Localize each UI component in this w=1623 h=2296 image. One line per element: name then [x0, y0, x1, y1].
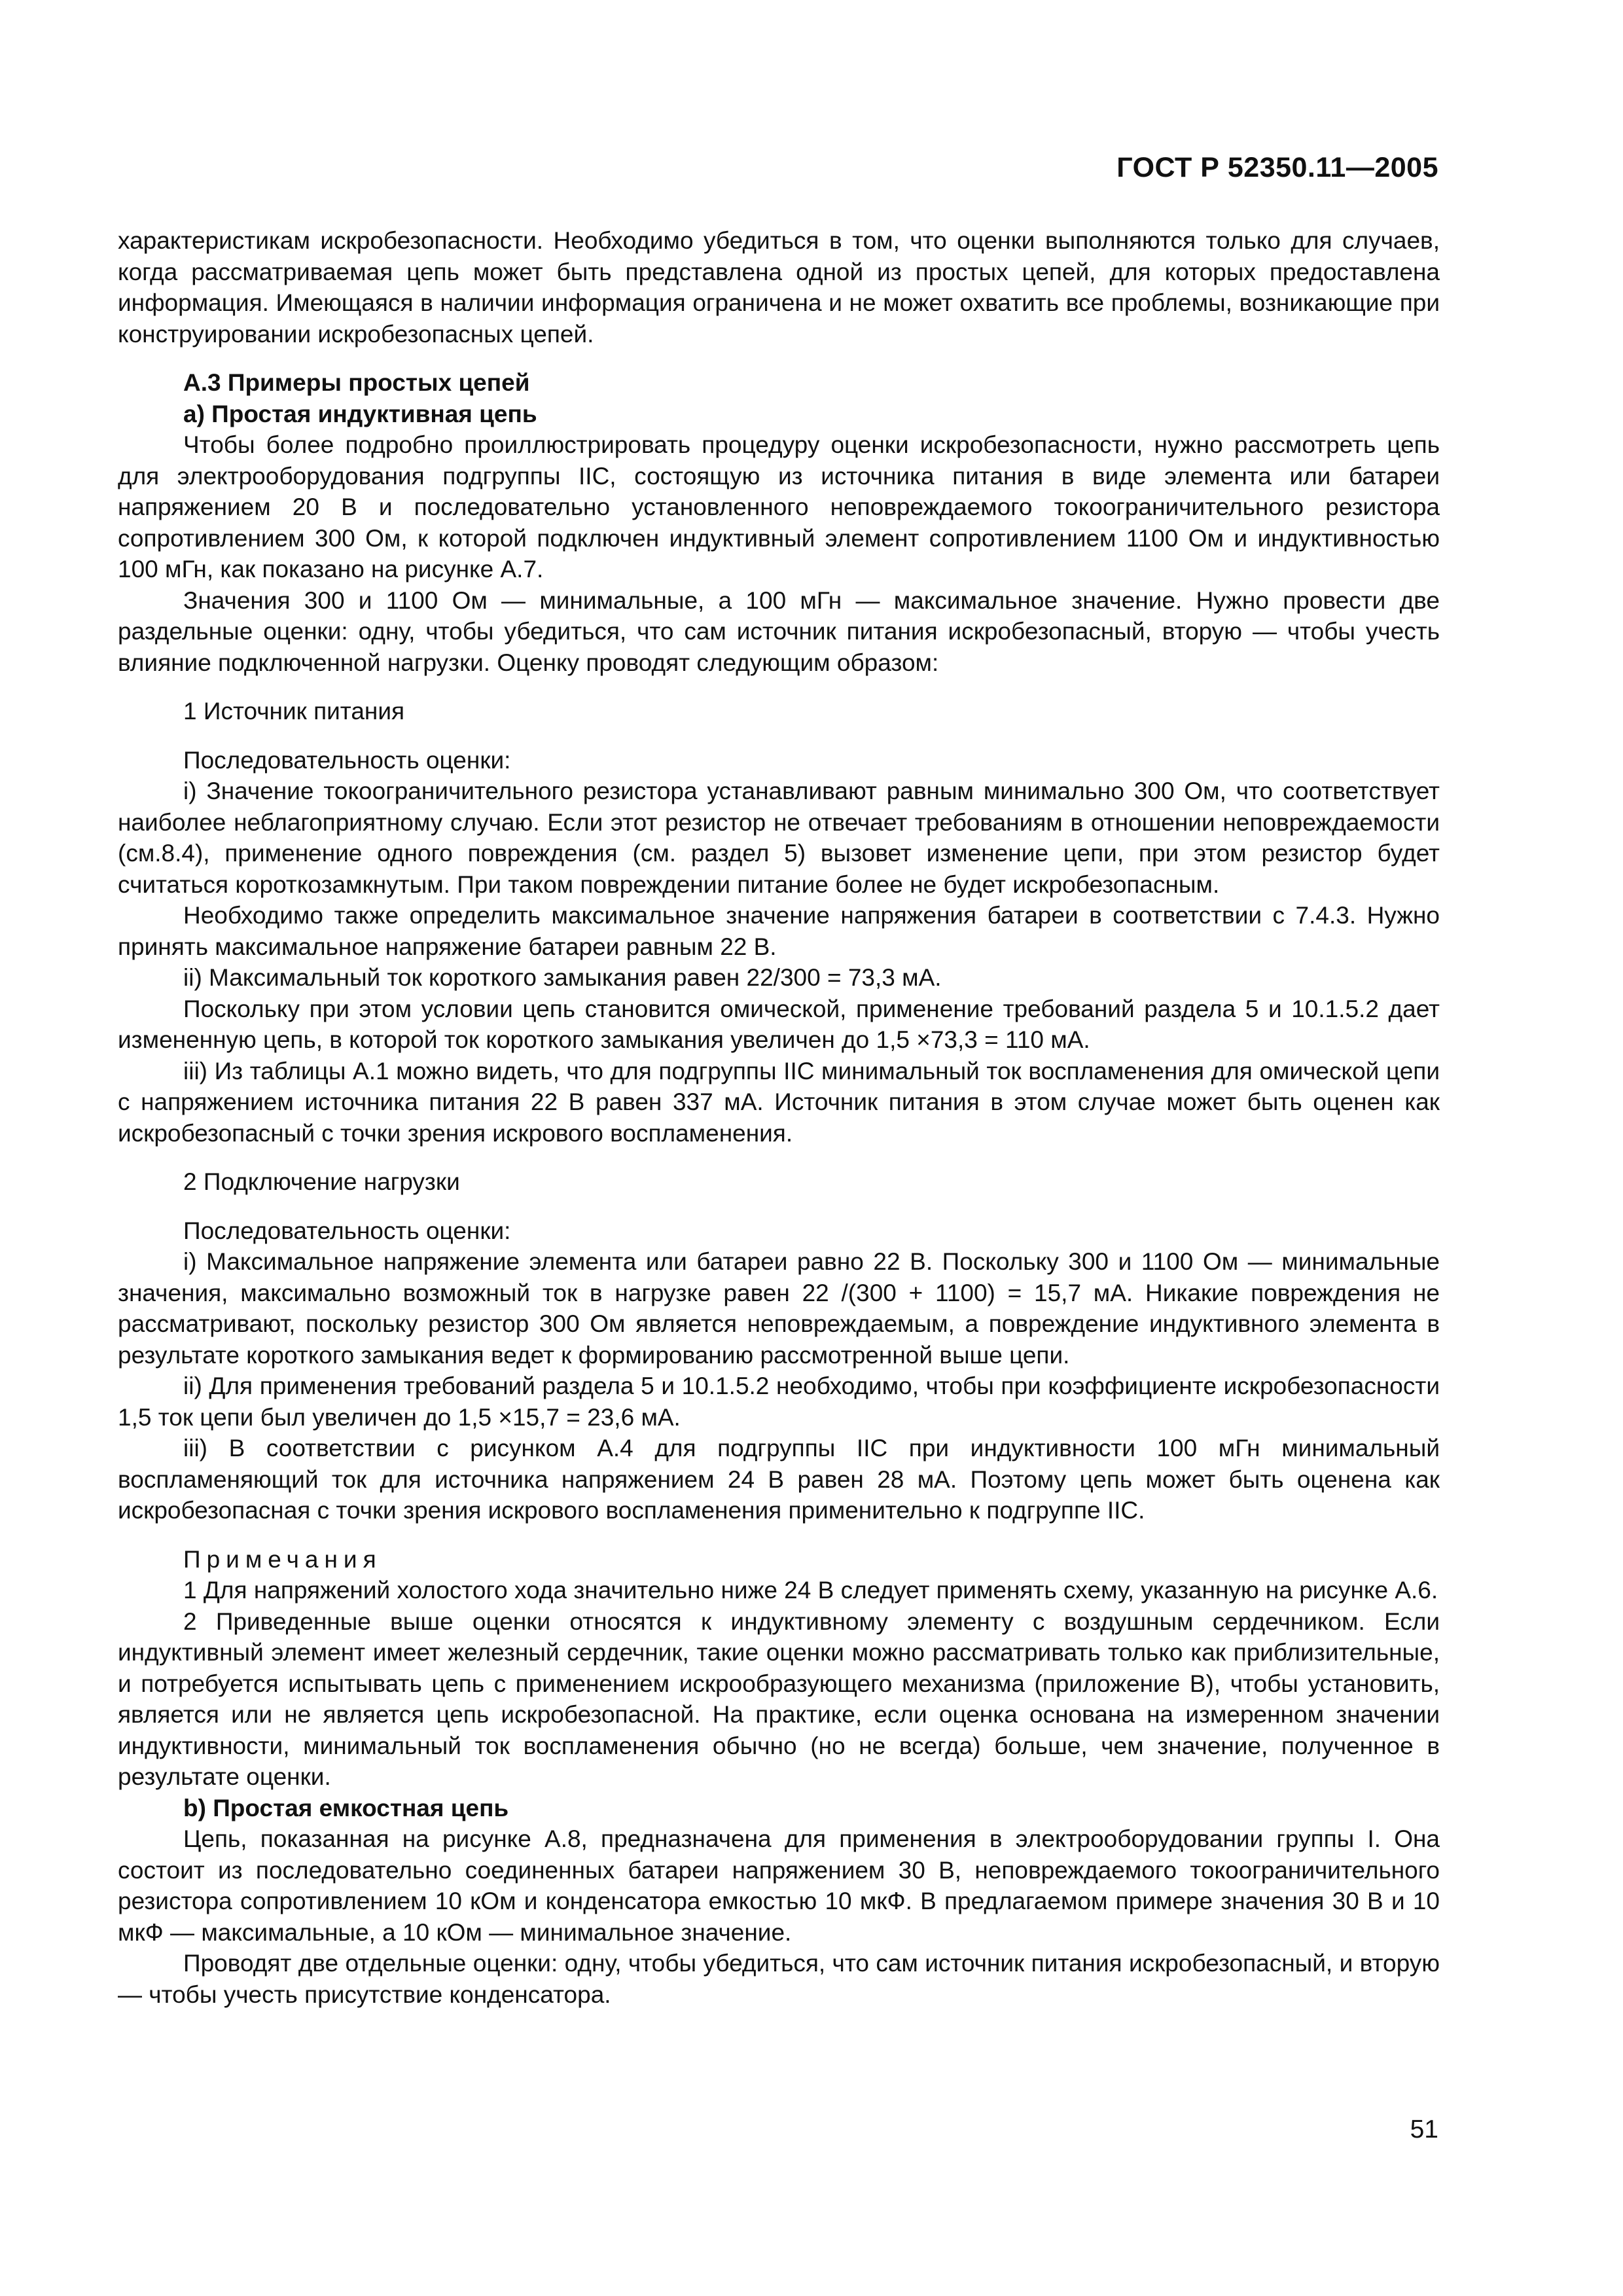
item-heading-2: 2 Подключение нагрузки [183, 1168, 460, 1195]
section-heading-a3: А.3 Примеры простых цепей [183, 369, 530, 396]
paragraph: i) Значение токоограничительного резистора устанавливают равным минимально 300 Ом, что соответствует наиболее неблагоприятному случаю. Если этот резистор не отвечает требованиям в отношении неповреждаемости (см.8.4), применение одного повреждения (см. раздел 5) вызовет изменение цепи, при этом резистор будет считаться короткозамкнутым. При таком повреждении питание более не будет искробезопасным. [118, 778, 1440, 898]
paragraph: Необходимо также определить максимальное значение напряжения батареи в соответствии с 7.4.3. Нужно принять максимальное напряжение батареи равным 22 В. [118, 902, 1440, 960]
paragraph: ii) Максимальный ток короткого замыкания равен 22/300 = 73,3 мА. [183, 964, 942, 991]
subsection-heading-a: а) Простая индуктивная цепь [183, 400, 537, 427]
paragraph: Последовательность оценки: [183, 746, 511, 774]
paragraph: Чтобы более подробно проиллюстрировать процедуру оценки искробезопасности, нужно рассмотреть цепь для электрооборудования подгруппы IIC, состоящую из источника питания в виде элемента или батареи напряжением 20 В и последовательно установленного неповреждаемого токоограничительного резистора сопротивлением 300 Ом, к которой подключен индуктивный элемент сопротивлением 1100 Ом и индуктивностью 100 мГн, как показано на рисунке А.7. [118, 431, 1440, 583]
paragraph: iii) Из таблицы А.1 можно видеть, что для подгруппы IIC минимальный ток воспламенения для омической цепи с напряжением источника питания 22 В равен 337 мА. Источник питания в этом случае может быть оценен как искробезопасный с точки зрения искрового воспламенения. [118, 1057, 1440, 1147]
paragraph: Цепь, показанная на рисунке А.8, предназначена для применения в электрооборудовании группы I. Она состоит из последовательно соединенных батареи напряжением 30 В, неповреждаемого токоограничительного резистора сопротивлением 10 кОм и конденсатора емкостью 10 мкФ. В предлагаемом примере значения 30 В и 10 мкФ — максимальные, а 10 кОм — минимальное значение. [118, 1825, 1440, 1946]
paragraph: i) Максимальное напряжение элемента или батареи равно 22 В. Поскольку 300 и 1100 Ом — минимальные значения, максимально возможный ток в нагрузке равен 22 /(300 + 1100) = 15,7 мА. Никакие повреждения не рассматривают, поскольку резистор 300 Ом является неповреждаемым, а повреждение индуктивного элемента в результате короткого замыкания ведет к формированию рассмотренной выше цепи. [118, 1248, 1440, 1369]
note-item: 1 Для напряжений холостого хода значительно ниже 24 В следует применять схему, указанную на рисунке А.6. [183, 1577, 1438, 1604]
note-item: 2 Приведенные выше оценки относятся к индуктивному элементу с воздушным сердечником. Если индуктивный элемент имеет железный сердечник, такие оценки можно рассматривать только как приблизительные, и потребуется испытывать цепь с применением искрообразующего механизма (приложение В), чтобы установить, является или не является цепь искробезопасной. На практике, если оценка основана на измеренном значении индуктивности, минимальный ток воспламенения обычно (но не всегда) больше, чем значение, полученное в результате оценки. [118, 1607, 1440, 1790]
paragraph: Последовательность оценки: [183, 1217, 511, 1244]
paragraph: Проводят две отдельные оценки: одну, чтобы убедиться, что сам источник питания искробезопасный, и вторую — чтобы учесть присутствие конденсатора. [118, 1950, 1440, 2008]
notes-title: Примечания [183, 1545, 382, 1573]
item-heading-1: 1 Источник питания [183, 698, 405, 725]
document-header: ГОСТ Р 52350.11—2005 [1116, 152, 1438, 183]
page-number: 51 [1410, 2115, 1438, 2144]
paragraph: iii) В соответствии с рисунком А.4 для подгруппы IIC при индуктивности 100 мГн минимальный воспламеняющий ток для источника напряжением 24 В равен 28 мА. Поэтому цепь может быть оценена как искробезопасная с точки зрения искрового воспламенения применительно к подгруппе IIC. [118, 1435, 1440, 1524]
subsection-heading-b: b) Простая емкостная цепь [183, 1794, 509, 1821]
document-body [118, 225, 1440, 2010]
paragraph: Поскольку при этом условии цепь становится омической, применение требований раздела 5 и 10.1.5.2 дает измененную цепь, в которой ток короткого замыкания увеличен до 1,5 ×73,3 = 110 мА. [118, 995, 1440, 1053]
paragraph: ii) Для применения требований раздела 5 и 10.1.5.2 необходимо, чтобы при коэффициенте искробезопасности 1,5 ток цепи был увеличен до 1,5 ×15,7 = 23,6 мА. [118, 1372, 1440, 1431]
paragraph: характеристикам искробезопасности. Необходимо убедиться в том, что оценки выполняются только для случаев, когда рассматриваемая цепь может быть представлена одной из простых цепей, для которых предоставлена информация. Имеющаяся в наличии информация ограничена и не может охватить все проблемы, возникающие при конструировании искробезопасных цепей. [118, 227, 1440, 348]
paragraph: Значения 300 и 1100 Ом — минимальные, а 100 мГн — максимальное значение. Нужно провести две раздельные оценки: одну, чтобы убедиться, что сам источник питания искробезопасный, вторую — чтобы учесть влияние подключенной нагрузки. Оценку проводят следующим образом: [118, 586, 1440, 676]
